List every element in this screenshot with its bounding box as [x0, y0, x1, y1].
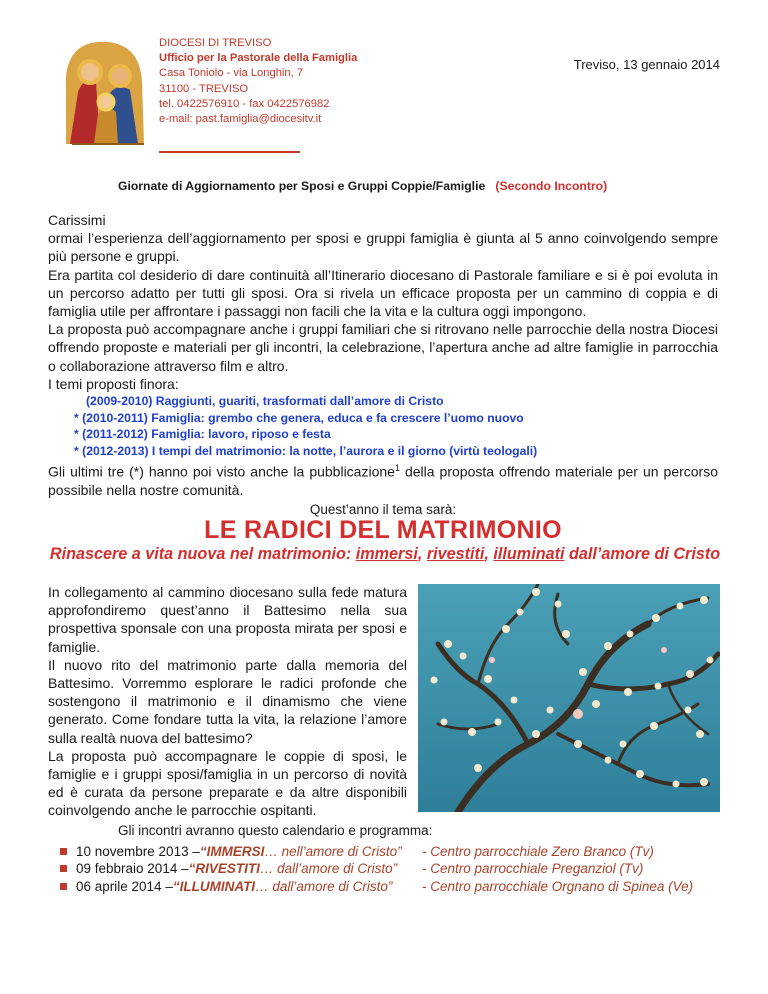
- calendar-place: - Centro parrocchiale Zero Branco (Tv): [422, 844, 654, 859]
- calendar-keyword: “IMMERSI: [199, 844, 265, 859]
- subject-text: Giornate di Aggiornamento per Sposi e Gruppi Coppie/Famiglie: [118, 179, 486, 193]
- calendar-date: 06 aprile 2014 –: [76, 878, 173, 894]
- calendar-theme: … dall’amore di Cristo”: [259, 861, 398, 877]
- theme-item: * (2011-2012) Famiglia: lavoro, riposo e festa: [74, 427, 331, 442]
- calendar-item: [60, 843, 654, 860]
- keyword-rivestiti: rivestiti: [426, 545, 485, 563]
- letterhead: [159, 36, 357, 127]
- header-divider: [159, 151, 300, 153]
- calendar-keyword: “RIVESTITI: [188, 861, 260, 877]
- subject-line: [118, 179, 607, 193]
- description-paragraph-1: In collegamento al cammino diocesano sulla fede matura approfondiremo quest’anno il Battesimo nella sua prospettiva sponsale con una proposta mirata per sposi e famiglie.: [48, 584, 407, 655]
- office-name: Ufficio per la Pastorale della Famiglia: [159, 52, 358, 65]
- description-paragraph-3: La proposta può accompagnare le coppie di sposi, le famiglie e i gruppi sposi/famiglia in un percorso di novità ed è curata da persone preparate e da altre disponibili coinvolgendo anche le parrocchie ospitanti.: [48, 747, 407, 819]
- closing-paragraph: Gli ultimi tre (*) hanno poi visto anche la pubblicazione$^1$ della proposta offrendo materiale per un percorso possibile nella nostre comunità.: [48, 463, 718, 498]
- diocese-name: DIOCESI DI TREVISO: [159, 37, 272, 49]
- calendar-date: 09 febbraio 2014 –: [76, 861, 189, 877]
- calendar-date: 10 novembre 2013 –: [76, 844, 200, 859]
- footnote-marker: 1: [394, 463, 400, 474]
- calendar-keyword: “ILLUMINATI: [172, 878, 256, 894]
- calendar-theme: … nell’amore di Cristo”: [264, 844, 402, 859]
- greeting: Carissimi: [48, 212, 106, 228]
- almond-blossom-painting: [418, 584, 720, 812]
- description-paragraph-2: Il nuovo rito del matrimonio parte dalla memoria del Battesimo. Vorremmo esplorare le radici profonde che sostengono il matrimonio e il dinamismo che viene generato. Come fondare tutta la vita, la relazione l’amore sulla realtà nuova del battesimo?: [48, 656, 407, 746]
- calendar-lead: Gli incontri avranno questo calendario e programma:: [118, 823, 433, 838]
- phone-line: tel. 0422576910 - fax 0422576982: [159, 97, 330, 110]
- calendar-item: [60, 878, 694, 895]
- calendar-place: - Centro parrocchiale Orgnano di Spinea (Ve): [422, 878, 694, 894]
- bullet-icon: [60, 848, 67, 855]
- paragraph-1: ormai l’esperienza dell’aggiornamento per sposi e gruppi famiglia è giunta al 5 anno coinvolgendo sempre più persone e gruppi.: [48, 230, 718, 265]
- holy-family-icon: [60, 36, 148, 148]
- letter-body: [48, 211, 718, 499]
- calendar-theme: … dall’amore di Cristo”: [255, 878, 393, 894]
- address-line-1: Casa Toniolo - via Longhin, 7: [159, 67, 304, 80]
- keyword-immersi: immersi: [355, 545, 418, 563]
- theme-item: * (2012-2013) I tempi del matrimonio: la notte, l’aurora e il giorno (virtù teologali): [74, 443, 538, 458]
- subject-highlight: (Secondo Incontro): [495, 179, 608, 193]
- themes-list: [48, 393, 718, 459]
- theme-item: (2009-2010) Raggiunti, guariti, trasformati dall’amore di Cristo: [86, 394, 444, 409]
- email-line: e-mail: past.famiglia@diocesitv.it: [159, 113, 322, 126]
- theme-item: * (2010-2011) Famiglia: grembo che genera, educa e fa crescere l’uomo nuovo: [74, 410, 524, 425]
- themes-intro: I temi proposti finora:: [48, 375, 179, 392]
- calendar-list: [60, 843, 694, 895]
- theme-tagline: Rinascere a vita nuova nel matrimonio: immersi, rivestiti, illuminati dall’amore di Cristo: [49, 545, 721, 563]
- letter-date: Treviso, 13 gennaio 2014: [573, 57, 720, 72]
- paragraph-3: La proposta può accompagnare anche i gruppi familiari che si ritrovano nelle parrocchie della nostra Diocesi offrendo proposte e materiali per gli incontri, la celebrazione, l’apertura anche ad altre famiglie in parrocchia o collaborazione attraverso film e altro.: [48, 321, 718, 374]
- keyword-illuminati: illuminati: [493, 545, 565, 563]
- description-column: [48, 583, 407, 820]
- theme-title: LE RADICI DEL MATRIMONIO: [204, 516, 562, 544]
- calendar-item: [60, 860, 644, 877]
- bullet-icon: [60, 883, 67, 890]
- bullet-icon: [60, 865, 67, 872]
- theme-lead: Quest’anno il tema sarà:: [309, 502, 457, 517]
- calendar-place: - Centro parrocchiale Preganziol (Tv): [422, 861, 644, 877]
- address-line-2: 31100 - TREVISO: [159, 82, 249, 95]
- paragraph-2: Era partita col desiderio di dare continuità all’Itinerario diocesano di Pastorale familiare e si è poi evoluta in un percorso adatto per tutti gli sposi. Ora si rivela un efficace proposta per un cammino di coppia e di famiglia utile per affrontare i passaggi non facili che la vita e la cultura oggi impongono.: [48, 266, 718, 320]
